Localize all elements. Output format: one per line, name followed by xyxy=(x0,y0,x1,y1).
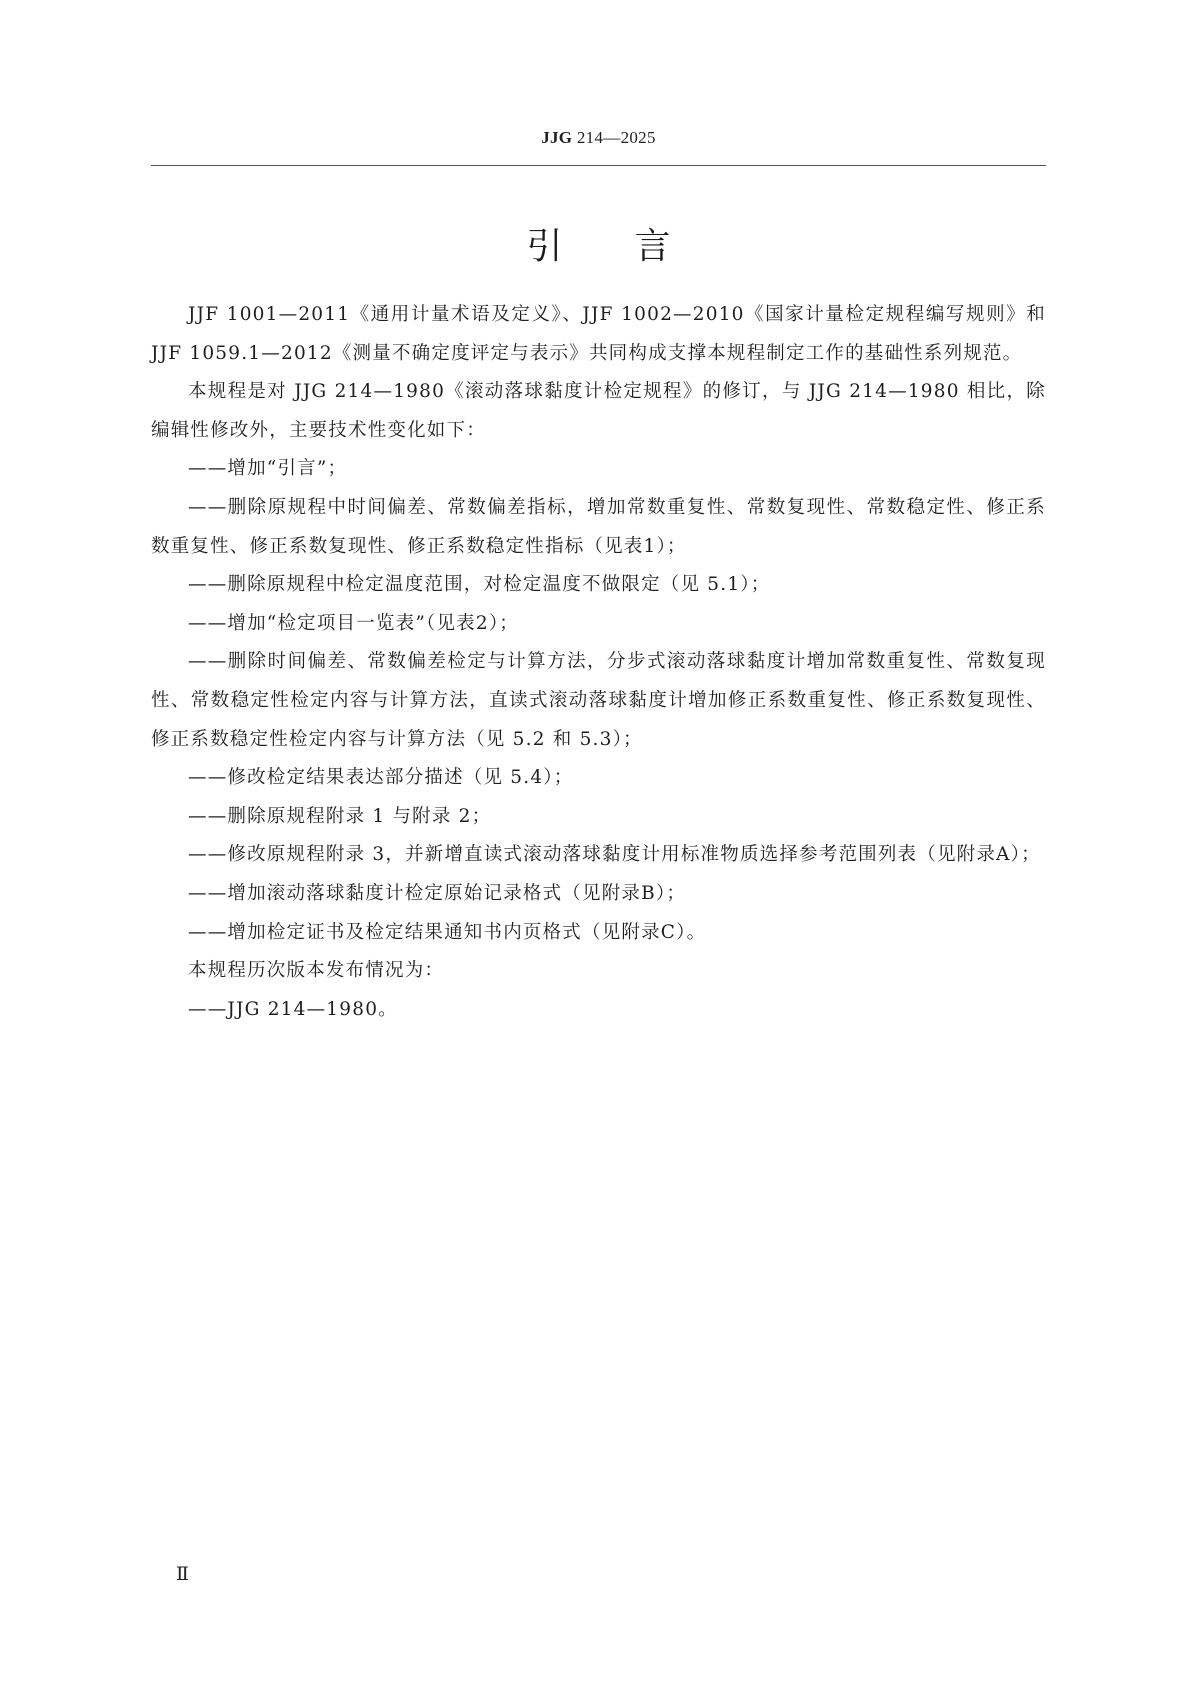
list-item-change: ——删除原规程附录 1 与附录 2； xyxy=(188,805,492,827)
list-item-change: ——删除时间偏差、常数偏差检定与计算方法，分步式滚动落球黏度计增加常数重复性、常数复现性、常数稳定性检定内容与计算方法，直读式滚动落球黏度计增加修正系数重复性、修正系数复现性、修正系数稳定性检定内容与计算方法（见 5.2 和 5.3）； xyxy=(151,651,1046,750)
section-title xyxy=(151,218,1046,269)
running-header xyxy=(151,128,1046,148)
header-code-prefix: JJG xyxy=(541,128,573,147)
list-item-change: ——增加“检定项目一览表”（见表2）； xyxy=(188,612,519,634)
header-code-number: 214—2025 xyxy=(572,128,656,147)
list-item-change: ——修改原规程附录 3，并新增直读式滚动落球黏度计用标准物质选择参考范围列表（见附录A）； xyxy=(188,844,1041,866)
page-number: Ⅱ xyxy=(176,1564,189,1585)
paragraph-foundation-specs: JJF 1001—2011《通用计量术语及定义》、JJF 1002—2010《国家计量检定规程编写规则》和 JJF 1059.1—2012《测量不确定度评定与表示》共同构成支撑本规程制定工作的基础性系列规范。 xyxy=(151,304,1046,364)
body-text xyxy=(151,296,1046,1029)
title-char-1: 引 xyxy=(526,226,563,267)
header-divider xyxy=(151,165,1046,166)
title-char-2: 言 xyxy=(634,226,671,267)
list-item-change: ——增加“引言”； xyxy=(188,458,348,480)
list-item-change: ——删除原规程中检定温度范围，对检定温度不做限定（见 5.1）； xyxy=(188,574,771,596)
list-item-history: ——JJG 214—1980。 xyxy=(188,998,398,1020)
list-item-change: ——修改检定结果表达部分描述（见 5.4）； xyxy=(188,767,574,789)
paragraph-revision-intro: 本规程是对 JJG 214—1980《滚动落球黏度计检定规程》的修订，与 JJG 214—1980 相比，除编辑性修改外，主要技术性变化如下： xyxy=(151,381,1046,441)
list-item-change: ——删除原规程中时间偏差、常数偏差指标，增加常数重复性、常数复现性、常数稳定性、修正系数重复性、修正系数复现性、修正系数稳定性指标（见表1）； xyxy=(151,496,1046,557)
list-item-change: ——增加检定证书及检定结果通知书内页格式（见附录C）。 xyxy=(188,921,707,943)
paragraph-version-history: 本规程历次版本发布情况为： xyxy=(188,960,445,982)
list-item-change: ——增加滚动落球黏度计检定原始记录格式（见附录B）； xyxy=(188,882,687,904)
